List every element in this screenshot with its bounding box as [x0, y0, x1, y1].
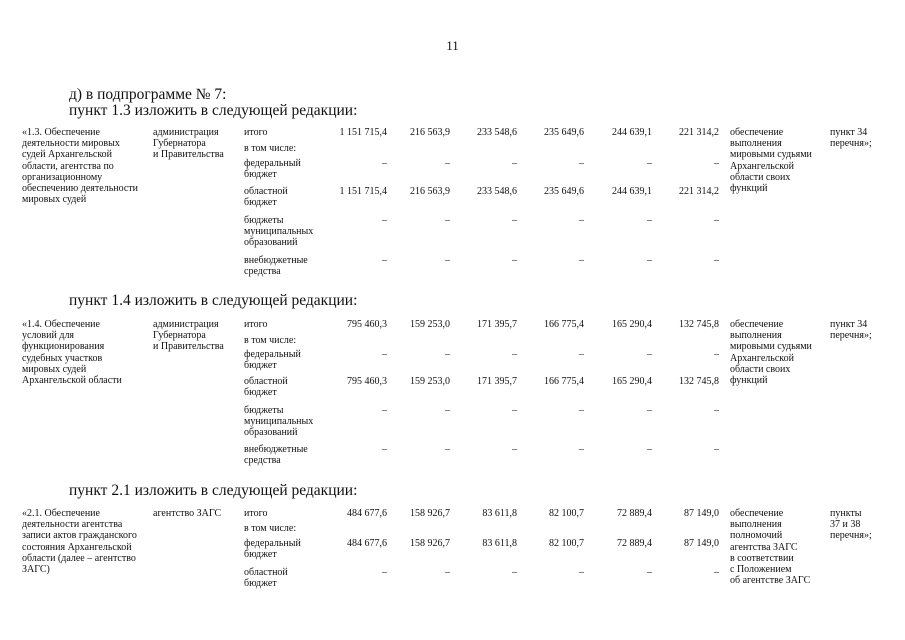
value-year-2: –	[512, 405, 517, 416]
value-year-5: –	[714, 567, 719, 578]
value-year-1: 216 563,9	[410, 127, 450, 138]
value-year-3: –	[579, 405, 584, 416]
item-description: «1.4. Обеспечение условий для функционирования судебных участков мировых судей Архангельской области	[22, 319, 122, 387]
value-year-3: 235 649,6	[544, 127, 584, 138]
funding-source: в том числе:	[244, 335, 297, 346]
value-year-2: –	[512, 567, 517, 578]
value-year-2: –	[512, 255, 517, 266]
value-year-5: –	[714, 158, 719, 169]
value-total: 1 151 715,4	[339, 127, 387, 138]
value-year-5: 221 314,2	[679, 186, 719, 197]
value-year-4: 165 290,4	[612, 319, 652, 330]
value-year-3: 166 775,4	[544, 376, 584, 387]
value-year-5: 132 745,8	[679, 376, 719, 387]
funding-source: областной бюджет	[244, 376, 288, 399]
value-year-2: –	[512, 349, 517, 360]
funding-source: федеральный бюджет	[244, 158, 301, 181]
value-total: 795 460,3	[347, 319, 387, 330]
item-executor: агентство ЗАГС	[153, 508, 222, 519]
value-year-3: 166 775,4	[544, 319, 584, 330]
item-result: обеспечение выполнения мировыми судьями Архангельской области своих функций	[730, 319, 812, 387]
value-year-5: –	[714, 444, 719, 455]
value-year-4: –	[647, 255, 652, 266]
value-year-1: 216 563,9	[410, 186, 450, 197]
item-result: обеспечение выполнения полномочий агентства ЗАГС в соответствии с Положением об агентстве ЗАГС	[730, 508, 811, 587]
value-total: –	[382, 215, 387, 226]
value-year-5: –	[714, 405, 719, 416]
value-year-3: 82 100,7	[549, 538, 584, 549]
value-total: 1 151 715,4	[339, 186, 387, 197]
value-year-2: 83 611,8	[482, 508, 517, 519]
value-year-1: –	[445, 405, 450, 416]
item-result: обеспечение выполнения мировыми судьями Архангельской области своих функций	[730, 127, 812, 195]
value-year-5: –	[714, 349, 719, 360]
heading-item-1-4: пункт 1.4 изложить в следующей редакции:	[69, 292, 358, 309]
value-year-1: –	[445, 215, 450, 226]
value-year-1: 159 253,0	[410, 376, 450, 387]
table-block-2-1	[22, 508, 892, 598]
funding-source: в том числе:	[244, 523, 297, 534]
item-description: «1.3. Обеспечение деятельности мировых судей Архангельской области, агентства по организационному обеспечению деятельности мировых судей	[22, 127, 139, 206]
value-year-1: –	[445, 349, 450, 360]
value-total: –	[382, 158, 387, 169]
funding-source: итого	[244, 127, 268, 138]
value-year-2: 171 395,7	[477, 376, 517, 387]
value-year-1: –	[445, 255, 450, 266]
value-year-4: –	[647, 567, 652, 578]
value-year-1: 158 926,7	[410, 538, 450, 549]
value-year-2: –	[512, 444, 517, 455]
funding-source: бюджеты муниципальных образований	[244, 215, 314, 249]
value-year-3: –	[579, 215, 584, 226]
value-year-5: –	[714, 255, 719, 266]
value-year-5: 221 314,2	[679, 127, 719, 138]
value-year-4: 165 290,4	[612, 376, 652, 387]
value-year-4: 244 639,1	[612, 127, 652, 138]
value-year-4: –	[647, 349, 652, 360]
value-year-2: –	[512, 215, 517, 226]
funding-source: внебюджетные средства	[244, 444, 308, 467]
value-total: 484 677,6	[347, 538, 387, 549]
heading-item-1-3: пункт 1.3 изложить в следующей редакции:	[69, 102, 358, 119]
item-executor: администрация Губернатора и Правительства	[153, 127, 224, 161]
value-total: –	[382, 405, 387, 416]
heading-item-2-1: пункт 2.1 изложить в следующей редакции:	[69, 482, 358, 499]
value-year-5: 87 149,0	[684, 508, 719, 519]
value-year-3: –	[579, 349, 584, 360]
funding-source: внебюджетные средства	[244, 255, 308, 278]
value-year-5: 87 149,0	[684, 538, 719, 549]
value-year-5: –	[714, 215, 719, 226]
table-block-1-3	[22, 127, 892, 282]
value-year-4: –	[647, 158, 652, 169]
value-total: 484 677,6	[347, 508, 387, 519]
value-total: –	[382, 567, 387, 578]
value-year-1: –	[445, 444, 450, 455]
value-year-1: –	[445, 567, 450, 578]
item-description: «2.1. Обеспечение деятельности агентства записи актов гражданского состояния Архангельской области (далее – агентство ЗАГС)	[22, 508, 137, 576]
value-year-3: –	[579, 444, 584, 455]
value-year-4: –	[647, 215, 652, 226]
value-year-1: 159 253,0	[410, 319, 450, 330]
funding-source: в том числе:	[244, 143, 297, 154]
funding-source: бюджеты муниципальных образований	[244, 405, 314, 439]
value-year-3: –	[579, 567, 584, 578]
value-total: –	[382, 444, 387, 455]
value-year-4: –	[647, 405, 652, 416]
funding-source: федеральный бюджет	[244, 349, 301, 372]
value-total: –	[382, 255, 387, 266]
funding-source: областной бюджет	[244, 567, 288, 590]
value-year-3: 82 100,7	[549, 508, 584, 519]
value-year-4: 244 639,1	[612, 186, 652, 197]
value-year-3: 235 649,6	[544, 186, 584, 197]
value-year-4: 72 889,4	[617, 538, 652, 549]
item-reference: пункты 37 и 38 перечня»;	[830, 508, 872, 542]
value-year-4: –	[647, 444, 652, 455]
value-year-2: 233 548,6	[477, 127, 517, 138]
value-year-2: 171 395,7	[477, 319, 517, 330]
value-year-3: –	[579, 255, 584, 266]
value-total: –	[382, 349, 387, 360]
funding-source: итого	[244, 319, 268, 330]
value-total: 795 460,3	[347, 376, 387, 387]
value-year-3: –	[579, 158, 584, 169]
value-year-5: 132 745,8	[679, 319, 719, 330]
funding-source: итого	[244, 508, 268, 519]
funding-source: федеральный бюджет	[244, 538, 301, 561]
item-executor: администрация Губернатора и Правительства	[153, 319, 224, 353]
value-year-4: 72 889,4	[617, 508, 652, 519]
item-reference: пункт 34 перечня»;	[830, 127, 872, 150]
heading-subprogram: д) в подпрограмме № 7:	[69, 86, 227, 103]
page-number: 11	[446, 38, 459, 53]
table-block-1-4	[22, 319, 892, 474]
value-year-2: 233 548,6	[477, 186, 517, 197]
funding-source: областной бюджет	[244, 186, 288, 209]
value-year-1: 158 926,7	[410, 508, 450, 519]
value-year-1: –	[445, 158, 450, 169]
item-reference: пункт 34 перечня»;	[830, 319, 872, 342]
value-year-2: –	[512, 158, 517, 169]
value-year-2: 83 611,8	[482, 538, 517, 549]
